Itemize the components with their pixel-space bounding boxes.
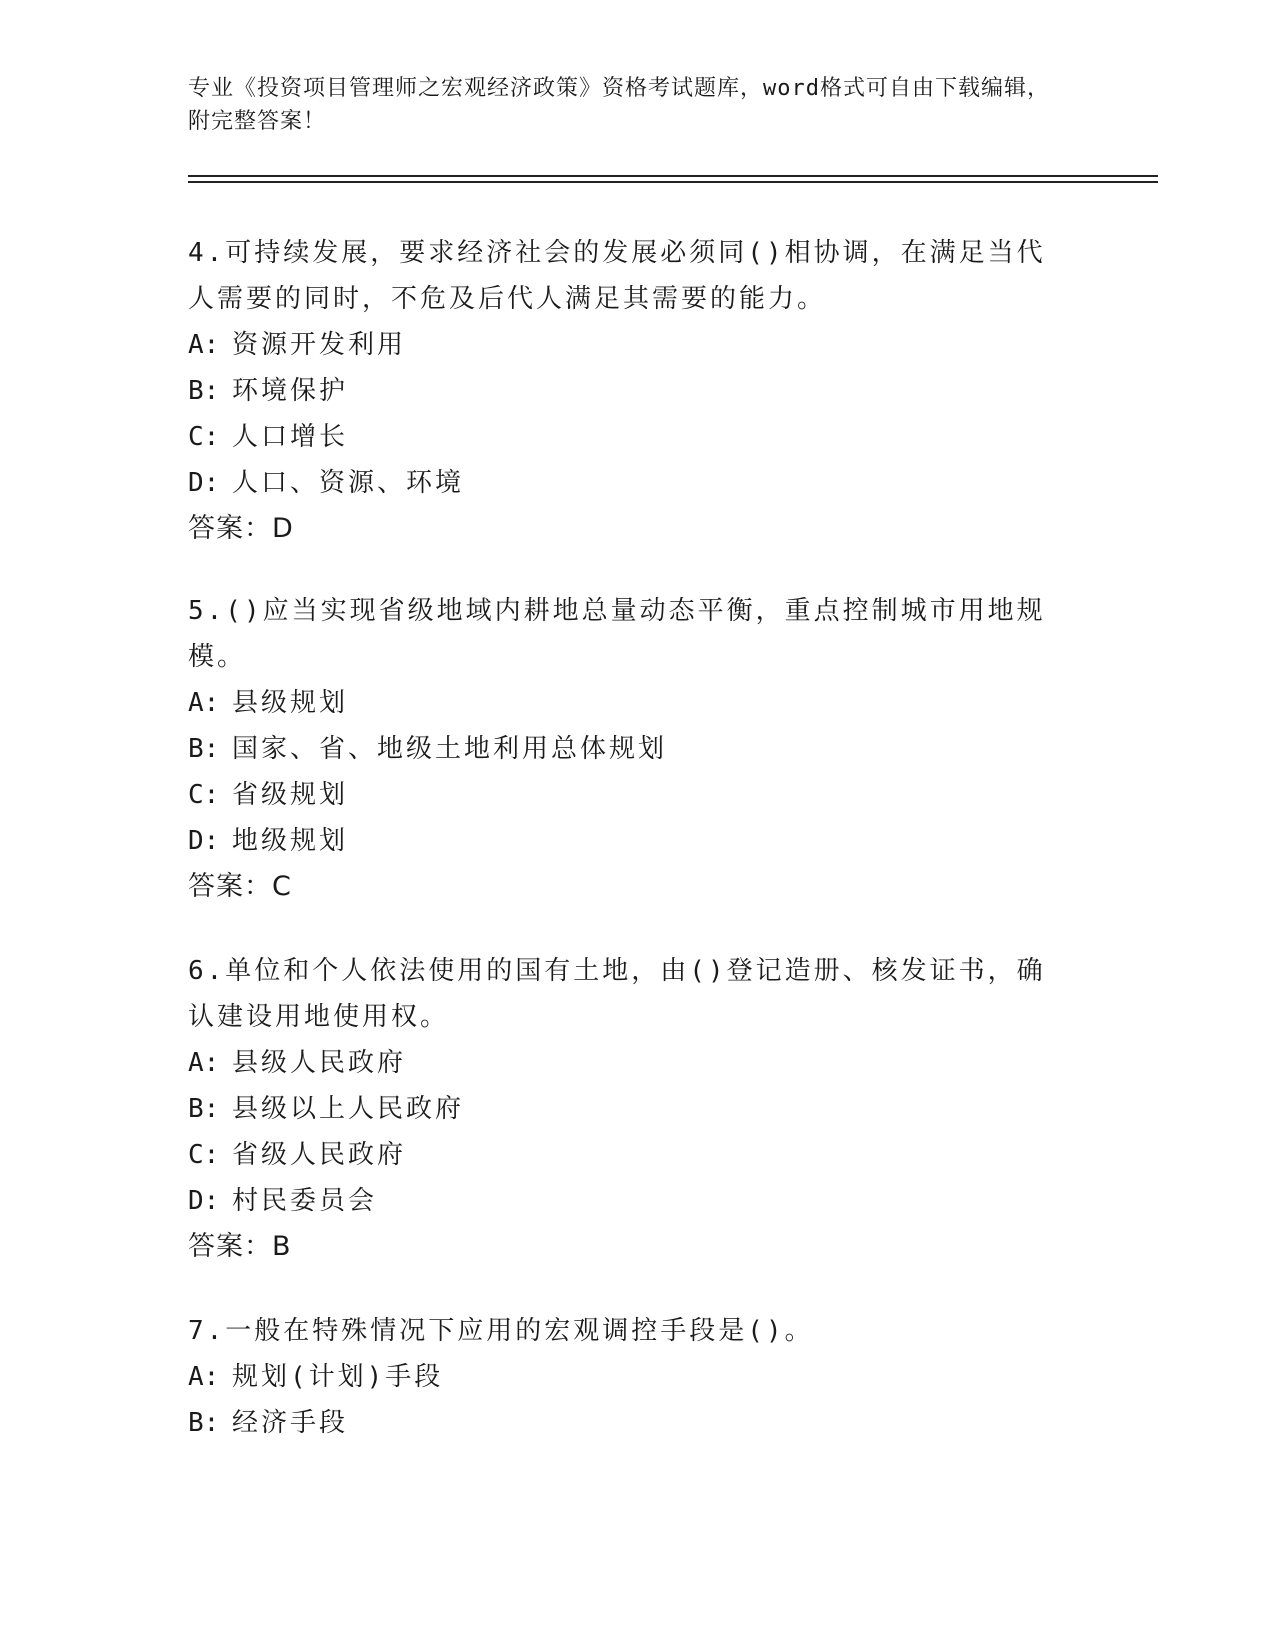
option-a — [188, 1354, 1068, 1400]
answer: 答案：C — [188, 871, 292, 902]
option-key: C: — [188, 422, 220, 452]
option-text: 村民委员会 — [232, 1186, 378, 1216]
option-text: 经济手段 — [232, 1408, 349, 1438]
option-a — [188, 322, 1068, 368]
option-b — [188, 368, 1068, 414]
option-key: D: — [188, 1186, 220, 1216]
option-text: 国家、省、地级土地利用总体规划 — [232, 734, 668, 764]
question-4 — [188, 230, 1068, 552]
option-key: B: — [188, 376, 220, 406]
option-d — [188, 1178, 1068, 1224]
option-text: 规划(计划)手段 — [232, 1362, 444, 1392]
option-b — [188, 1400, 1068, 1446]
option-key: B: — [188, 1408, 220, 1438]
option-text: 资源开发利用 — [232, 330, 407, 360]
option-c — [188, 772, 1068, 818]
option-d — [188, 460, 1068, 506]
option-text: 县级以上人民政府 — [232, 1094, 465, 1124]
option-text: 省级人民政府 — [232, 1140, 407, 1170]
option-key: D: — [188, 826, 220, 856]
question-stem: 6.单位和个人依法使用的国有土地，由()登记造册、核发证书，确认建设用地使用权。 — [188, 956, 1046, 1032]
document-intro: 专业《投资项目管理师之宏观经济政策》资格考试题库，word格式可自由下载编辑，附完整答案！ — [188, 76, 1050, 134]
option-text: 环境保护 — [232, 376, 349, 406]
header-divider-top — [188, 175, 1158, 177]
option-text: 县级人民政府 — [232, 1048, 407, 1078]
option-text: 省级规划 — [232, 780, 349, 810]
option-c — [188, 414, 1068, 460]
option-d — [188, 818, 1068, 864]
option-b — [188, 1086, 1068, 1132]
option-key: A: — [188, 688, 220, 718]
question-stem: 7.一般在特殊情况下应用的宏观调控手段是()。 — [188, 1316, 814, 1346]
question-stem: 5.()应当实现省级地域内耕地总量动态平衡，重点控制城市用地规模。 — [188, 596, 1046, 672]
option-key: D: — [188, 468, 220, 498]
option-key: B: — [188, 734, 220, 764]
question-7 — [188, 1308, 1068, 1446]
option-text: 人口增长 — [232, 422, 349, 452]
option-key: B: — [188, 1094, 220, 1124]
question-stem: 4.可持续发展，要求经济社会的发展必须同()相协调，在满足当代人需要的同时，不危及后代人满足其需要的能力。 — [188, 238, 1046, 314]
question-6 — [188, 948, 1068, 1270]
option-text: 人口、资源、环境 — [232, 468, 465, 498]
option-text: 县级规划 — [232, 688, 349, 718]
option-c — [188, 1132, 1068, 1178]
option-key: C: — [188, 1140, 220, 1170]
option-b — [188, 726, 1068, 772]
answer: 答案：D — [188, 513, 294, 544]
option-key: A: — [188, 1048, 220, 1078]
question-5 — [188, 588, 1068, 910]
answer: 答案：B — [188, 1231, 292, 1262]
option-key: A: — [188, 330, 220, 360]
option-a — [188, 1040, 1068, 1086]
option-text: 地级规划 — [232, 826, 349, 856]
option-key: C: — [188, 780, 220, 810]
option-key: A: — [188, 1362, 220, 1392]
option-a — [188, 680, 1068, 726]
header-divider-bottom — [188, 181, 1158, 183]
